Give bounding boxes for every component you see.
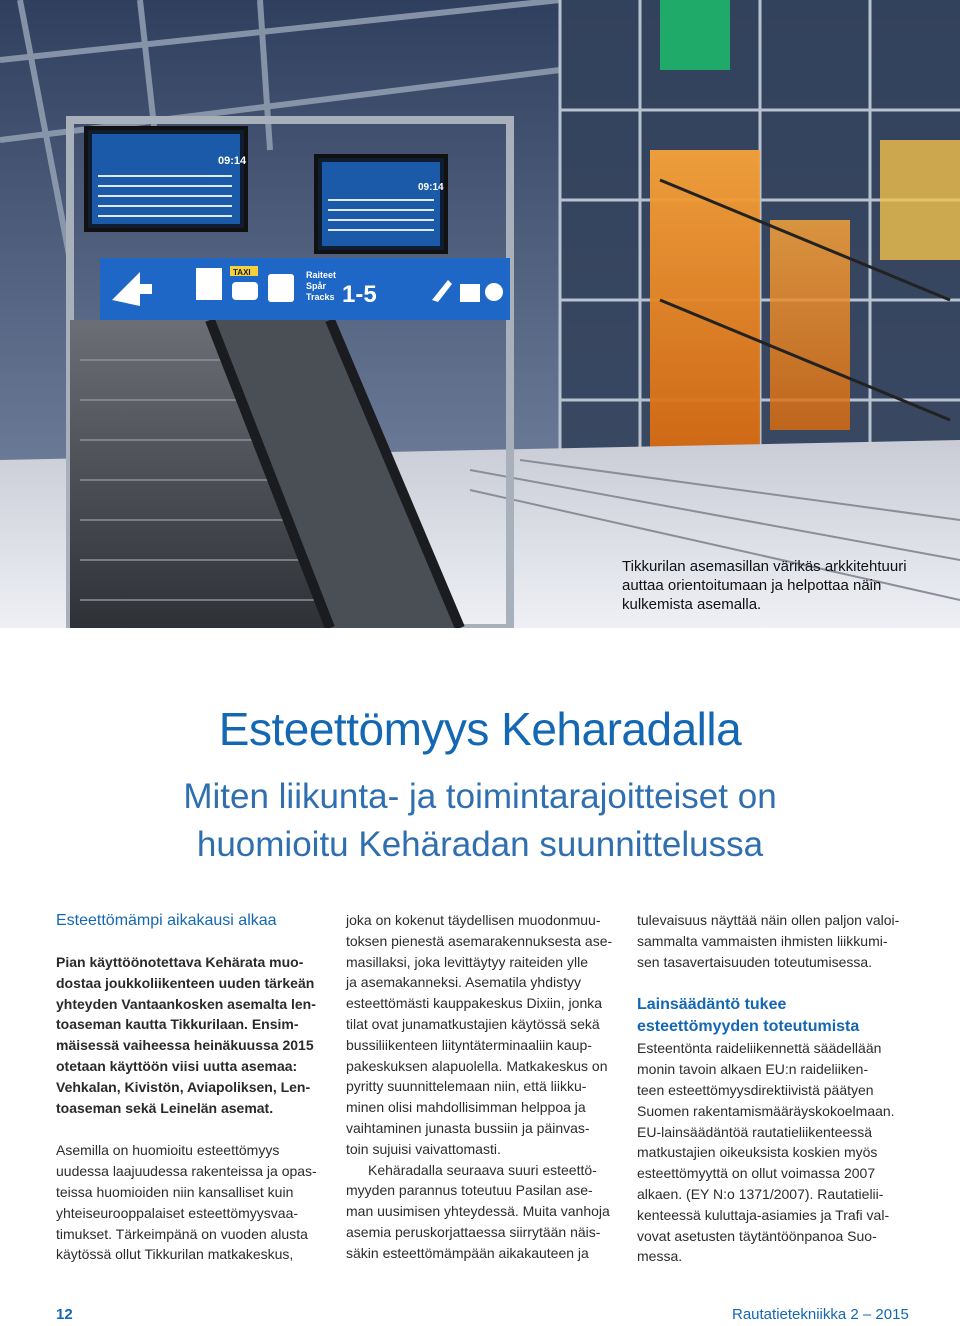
text-line: minen olisi mahdollisimman helppoa ja xyxy=(346,1099,586,1116)
body-paragraph xyxy=(346,910,612,1160)
text-line: tulevaisuus näyttää näin ollen paljon valoi- xyxy=(637,912,900,928)
text-line: sen tasavertaisuuden toteutumisessa. xyxy=(637,953,873,970)
text-line: bussiliikenteen liityntäterminaaliin kaup- xyxy=(346,1036,592,1053)
article-headline: Esteettömyys Keharadalla xyxy=(218,703,742,755)
text-line: yhteiseurooppalaiset esteettömyysvaa- xyxy=(56,1204,299,1221)
car-icon xyxy=(232,282,258,300)
text-column-2 xyxy=(346,910,612,1264)
text-line: toin sujuisi vaivattomasti. xyxy=(346,1140,501,1157)
text-line: vovat asetusten täytäntöönpanoa Suo- xyxy=(637,1227,877,1244)
ticket-icon xyxy=(196,268,222,300)
platform-label-en: Tracks xyxy=(306,292,335,302)
section-title xyxy=(637,994,905,1038)
text-line: vaihtaminen junasta bussiin ja päinvas- xyxy=(346,1119,590,1136)
text-line: alkaen. (EY N:o 1371/2007). Rautatielii- xyxy=(637,1185,884,1202)
wheelchair-icon xyxy=(485,283,503,301)
body-paragraph xyxy=(346,1160,612,1264)
text-line: otetaan käyttöön viisi uutta asemaa: xyxy=(56,1057,298,1074)
page-number: 12 xyxy=(56,1306,73,1323)
text-line: timukset. Tärkeimpänä on vuoden alusta xyxy=(56,1225,308,1242)
text-line: masillaksi, joka levittäytyy raiteiden ylle xyxy=(346,953,588,970)
section-title-line: Lainsäädäntö tukee xyxy=(637,996,787,1014)
body-paragraph xyxy=(637,910,905,972)
body-paragraph xyxy=(56,1140,317,1265)
article-subheadline xyxy=(0,773,960,869)
departure-screen-left xyxy=(86,128,247,230)
text-line: käytössä ollut Tikkurilan matkakeskus, xyxy=(56,1246,294,1263)
text-line: esteettömästi kauppakeskus Dixiin, jonka xyxy=(346,995,603,1012)
text-line: tilat ovat junamatkustajien käytössä sekä xyxy=(346,1015,600,1032)
text-line: Pian käyttöönotettava Kehärata muo- xyxy=(56,954,304,970)
text-line: mäisessä vaiheessa heinäkuussa 2015 xyxy=(56,1037,314,1054)
station-photo xyxy=(0,0,960,628)
text-line: toaseman kautta Tikkurilaan. Ensim- xyxy=(56,1016,299,1033)
elevator-icon xyxy=(460,284,480,302)
text-line: toaseman sekä Leinelän asemat. xyxy=(56,1099,274,1116)
text-line: myyden parannus toteutuu Pasilan ase- xyxy=(346,1182,593,1199)
caption-line: Tikkurilan asemasillan värikäs arkkitehtuuri xyxy=(622,558,907,575)
body-paragraph xyxy=(637,1038,905,1267)
text-line: sammalta vammaisten ihmisten liikkumi- xyxy=(637,932,888,949)
text-line: matkustajien oikeuksista koskien myös xyxy=(637,1144,878,1161)
text-line: esteettömyyttä on ollut voimassa 2007 xyxy=(637,1165,876,1182)
text-line: yhteyden Vantaankosken asemalta len- xyxy=(56,995,316,1012)
station-illustration xyxy=(0,0,960,628)
screen-clock-right: 09:14 xyxy=(418,182,444,193)
text-line: Esteentönta raideliikennettä säädellään xyxy=(637,1040,882,1057)
text-line: säkin esteettömämpään aikakauteen ja xyxy=(346,1244,589,1261)
bus-icon xyxy=(268,274,294,302)
platform-label-fi: Raiteet xyxy=(306,270,337,280)
departure-screen-right xyxy=(316,156,446,252)
text-line: teen esteettömyysdirektiivistä päätyen xyxy=(637,1081,874,1098)
text-line: man uusimisen yhteydessä. Muita vanhoja xyxy=(346,1203,610,1220)
text-line: uudessa laajuudessa rakenteissa ja opas- xyxy=(56,1163,317,1180)
text-line: asemia peruskorjattaessa siirrytään näis- xyxy=(346,1223,601,1240)
photo-caption xyxy=(622,557,942,614)
section-title-line: esteettömyyden toteutumista xyxy=(637,1018,860,1036)
text-line: Vehkalan, Kivistön, Aviapoliksen, Len- xyxy=(56,1078,311,1095)
caption-line: auttaa orientoitumaan ja helpottaa näin xyxy=(622,577,882,594)
platform-number: 1-5 xyxy=(342,281,377,308)
text-line: pakeskuksen alapuolella. Matkakeskus on xyxy=(346,1057,608,1074)
text-column-1 xyxy=(56,910,317,1265)
text-line: teissa huomioiden niin kansalliset kuin xyxy=(56,1183,294,1200)
taxi-label: TAXI xyxy=(233,268,251,277)
text-line: Suomen rakentamismääräyskokoelmaan. xyxy=(637,1102,895,1119)
text-line: joka on kokenut täydellisen muodonmuu- xyxy=(346,912,601,928)
text-line: dostaa joukkoliikenteen uuden tärkeän xyxy=(56,974,315,991)
green-panel xyxy=(660,0,730,70)
text-line: kenteessä kuluttaja-asiamies ja Trafi val- xyxy=(637,1206,890,1223)
text-line: toksen pienestä asemarakennuksesta ase- xyxy=(346,932,613,949)
platform-label-sv: Spår xyxy=(306,281,327,291)
text-line: Asemilla on huomioitu esteettömyys xyxy=(56,1142,280,1159)
caption-line: kulkemista asemalla. xyxy=(622,596,762,613)
lead-paragraph xyxy=(56,952,314,1118)
text-line: monin tavoin alkaen EU:n raideliiken- xyxy=(637,1061,869,1078)
text-column-3 xyxy=(637,910,905,1267)
text-line: EU-lainsäädäntöä rautatieliikenteessä xyxy=(637,1123,873,1140)
text-line: messa. xyxy=(637,1248,683,1265)
subheadline-line: Miten liikunta- ja toimintarajoitteiset on xyxy=(183,777,777,816)
text-line: ja asemakanneksi. Asematila yhdistyy xyxy=(346,974,581,991)
magazine-issue: Rautatietekniikka 2 – 2015 xyxy=(732,1306,909,1323)
subheadline-line: huomioitu Kehäradan suunnittelussa xyxy=(196,825,764,864)
screen-clock-left: 09:14 xyxy=(218,155,247,167)
text-line: pyritty suunnittelemaan niin, että liikku- xyxy=(346,1078,587,1095)
wayfinding-sign xyxy=(100,258,510,320)
section-title: Esteettömämpi aikakausi alkaa xyxy=(56,912,277,929)
text-line: Kehäradalla seuraava suuri esteettö- xyxy=(368,1161,597,1178)
